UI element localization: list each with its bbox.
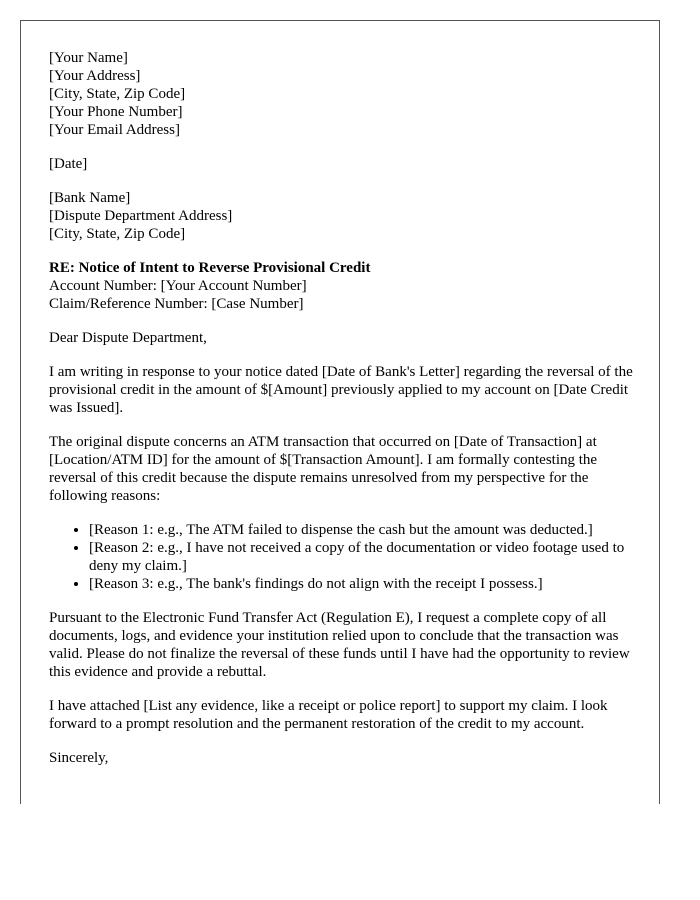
reason-item-3: • [Reason 3: e.g., The bank's findings do not align with the receipt I possess.] — [89, 575, 639, 593]
letter-content — [49, 49, 639, 783]
subject-re-line: RE: Notice of Intent to Reverse Provisional Credit — [49, 260, 371, 276]
recipient-block — [49, 189, 639, 243]
account-number-line: Account Number: [Your Account Number] — [49, 278, 307, 294]
sender-name: [Your Name] — [49, 50, 128, 66]
claim-number-line: Claim/Reference Number: [Case Number] — [49, 296, 304, 312]
body-paragraph-4: I have attached [List any evidence, like a receipt or police report] to support my claim. I look forward to a prompt resolution and the permanent restoration of the credit to my account. — [49, 698, 608, 732]
sender-block — [49, 49, 639, 139]
recipient-department-address: [Dispute Department Address] — [49, 208, 233, 224]
body-paragraph-2: The original dispute concerns an ATM transaction that occurred on [Date of Transaction] at [Location/ATM ID] for the amount of $[Transaction Amount]. I am formally contesting the reversal of this credit because the dispute remains unresolved from my perspective for the following reasons: — [49, 434, 598, 504]
sender-phone: [Your Phone Number] — [49, 104, 183, 120]
body-paragraph-3: Pursuant to the Electronic Fund Transfer Act (Regulation E), I request a complete copy of all documents, logs, and evidence your institution relied upon to conclude that the transaction was valid. Please do not finalize the reversal of these funds until I have had the opportunity to review this evidence and provide a rebuttal. — [49, 610, 630, 680]
sender-email: [Your Email Address] — [49, 122, 180, 138]
letter-page — [20, 20, 660, 804]
recipient-city-state-zip: [City, State, Zip Code] — [49, 226, 186, 242]
letter-date: [Date] — [49, 156, 88, 172]
recipient-bank-name: [Bank Name] — [49, 190, 131, 206]
subject-block — [49, 259, 639, 313]
sender-address: [Your Address] — [49, 68, 141, 84]
reason-item-1: • [Reason 1: e.g., The ATM failed to dispense the cash but the amount was deducted.] — [89, 521, 639, 539]
date-block — [49, 155, 639, 173]
body-paragraph-1: I am writing in response to your notice dated [Date of Bank's Letter] regarding the reversal of the provisional credit in the amount of $[Amount] previously applied to my account on [Date Credit was Issued]. — [49, 364, 633, 416]
sender-city-state-zip: [City, State, Zip Code] — [49, 86, 186, 102]
reason-item-2: • [Reason 2: e.g., I have not received a copy of the documentation or video footage used to deny my claim.] — [89, 539, 639, 575]
reasons-list — [49, 521, 639, 593]
closing: Sincerely, — [49, 750, 109, 766]
salutation: Dear Dispute Department, — [49, 330, 207, 346]
